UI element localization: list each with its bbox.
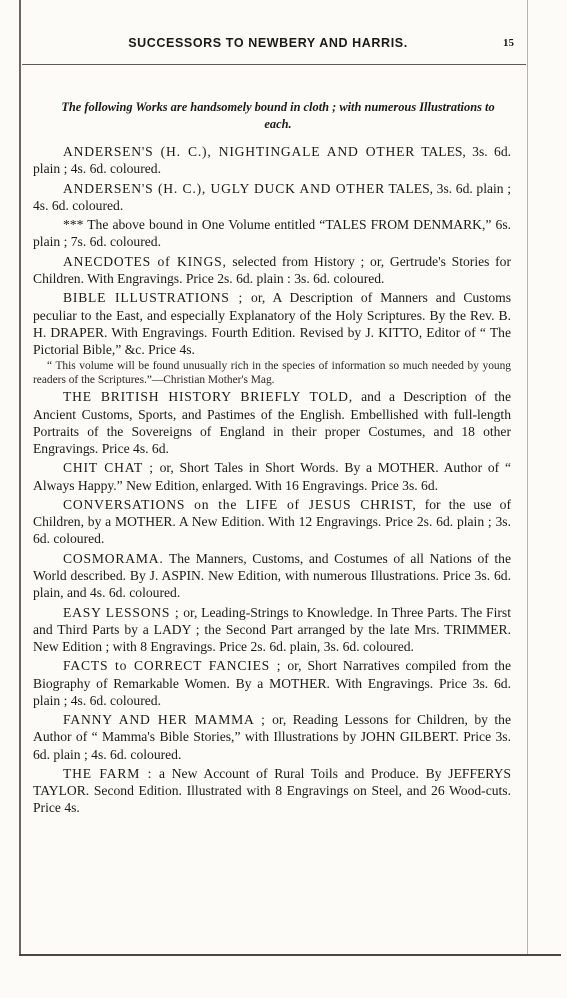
page-frame-left (19, 0, 21, 956)
catalogue-entry (33, 180, 511, 214)
page-header (30, 36, 520, 56)
entry-description: or, Short Tales in Short Words. By a MOTHER. Author of “ Always Happy.” New Edition, enlarged. With 16 Engravings. Price 3s. 6d. (33, 460, 512, 493)
entry-title: EASY LESSONS ; (63, 604, 180, 620)
entry-title: BIBLE ILLUSTRATIONS ; (63, 290, 244, 306)
entry-title: ANDERSEN'S (H. C.), NIGHTINGALE AND OTHER (63, 144, 416, 159)
entry-description: for the use of Children, by a MOTHER. A New Edition. With 12 Engravings. Price 2s. 6d. plain ; 3s. 6d. coloured. (33, 496, 511, 547)
catalogue-entry (33, 216, 511, 250)
catalogue-entry (33, 143, 511, 177)
intro-note: The following Works are handsomely bound in cloth ; with numerous Illustrations to each. (61, 100, 495, 131)
page-frame-bottom (19, 954, 561, 956)
entry-description: The Manners, Customs, and Costumes of all Nations of the World described. By J. ASPIN. New Edition, with numerous Illustrations. Price 3s. 6d. plain, and 4s. 6d. coloured. (33, 550, 512, 601)
entry-description: a New Account of Rural Toils and Produce. By JEFFERYS TAYLOR. Second Edition. Illustrated with 8 Engravings on Steel, and 26 Wood-cuts. Price 4s. (33, 765, 511, 816)
catalogue-entry (33, 459, 511, 493)
entry-description: TALES, 3s. 6d. plain ; 4s. 6d. coloured. (33, 144, 512, 177)
catalogue-entry (33, 496, 511, 548)
entry-title: THE FARM : (63, 765, 153, 781)
entry-title: CHIT CHAT ; (63, 460, 154, 476)
entry-description: DENMARK,” 6s. plain ; 7s. 6d. coloured. (33, 217, 512, 250)
header-rule (22, 64, 526, 65)
entry-title: FACTS to CORRECT FANCIES ; (63, 658, 282, 674)
entry-description: TALES, 3s. 6d. plain ; 4s. 6d. coloured. (33, 180, 511, 213)
catalogue-entry (33, 711, 511, 763)
catalogue-entries (33, 143, 511, 819)
page-frame-right (527, 0, 528, 956)
entry-title: *** The above bound in One Volume entitled “TALES FROM (63, 217, 410, 233)
entry-description: or, Reading Lessons for Children, by the Author of “ Mamma's Bible Stories,” with Illustrations by JOHN GILBERT. Price 3s. 6d. plain ; 4s. 6d. coloured. (33, 712, 511, 762)
catalogue-entry (33, 765, 511, 817)
entry-title: ANECDOTES of KINGS, (63, 253, 227, 269)
entry-description: or, A Description of Manners and Customs peculiar to the East, and especially Explanatory of the Holy Scriptures. By the Rev. B. H. DRAPER. With Engravings. Fourth Edition. Revised by J. KITTO, Editor of “ The Pictorial Bible,” &c. Price 4s. (33, 290, 512, 357)
entry-description: or, Leading-Strings to Knowledge. In Three Parts. The First and Third Parts by a LADY ; the Second Part arranged by the late Mrs. TRIMMER. New Edition ; with 8 Engravings. Price 2s. 6d. plain, 3s. 6d. coloured. (33, 604, 511, 654)
entry-title: ANDERSEN'S (H. C.), UGLY DUCK AND OTHER (63, 180, 386, 196)
review-quote: “ This volume will be found unusually rich in the species of information so much needed by young readers of the Scriptures.”—Christian Mother's Mag. (33, 360, 511, 387)
catalogue-entry (33, 657, 511, 709)
catalogue-entry (33, 289, 511, 358)
entry-description: and a Description of the Ancient Customs, Sports, and Pastimes of the English. Embellished with full-length Portraits of the Sovereigns of England in their proper Costumes, and 18 other Engravings. Price 4s. 6d. (33, 389, 512, 456)
catalogue-entry (33, 388, 511, 457)
entry-title: COSMORAMA. (63, 550, 164, 566)
running-head: SUCCESSORS TO NEWBERY AND HARRIS. (128, 36, 408, 50)
entry-title: CONVERSATIONS on the LIFE of JESUS CHRIST, (63, 496, 417, 512)
entry-title: THE BRITISH HISTORY BRIEFLY TOLD, (63, 389, 353, 405)
entry-description: selected from History ; or, Gertrude's Stories for Children. With Engravings. Price 2s. 6d. plain : 3s. 6d. coloured. (33, 253, 511, 286)
page-number: 15 (503, 37, 514, 49)
entry-description: or, Short Narratives compiled from the Biography of Remarkable Women. By a MOTHER. With Engravings. Price 3s. 6d. plain ; 4s. 6d. coloured. (33, 658, 511, 708)
catalogue-entry (33, 550, 511, 602)
catalogue-entry (33, 604, 511, 656)
entry-title: FANNY AND HER MAMMA ; (63, 712, 266, 728)
catalogue-entry (33, 253, 511, 287)
